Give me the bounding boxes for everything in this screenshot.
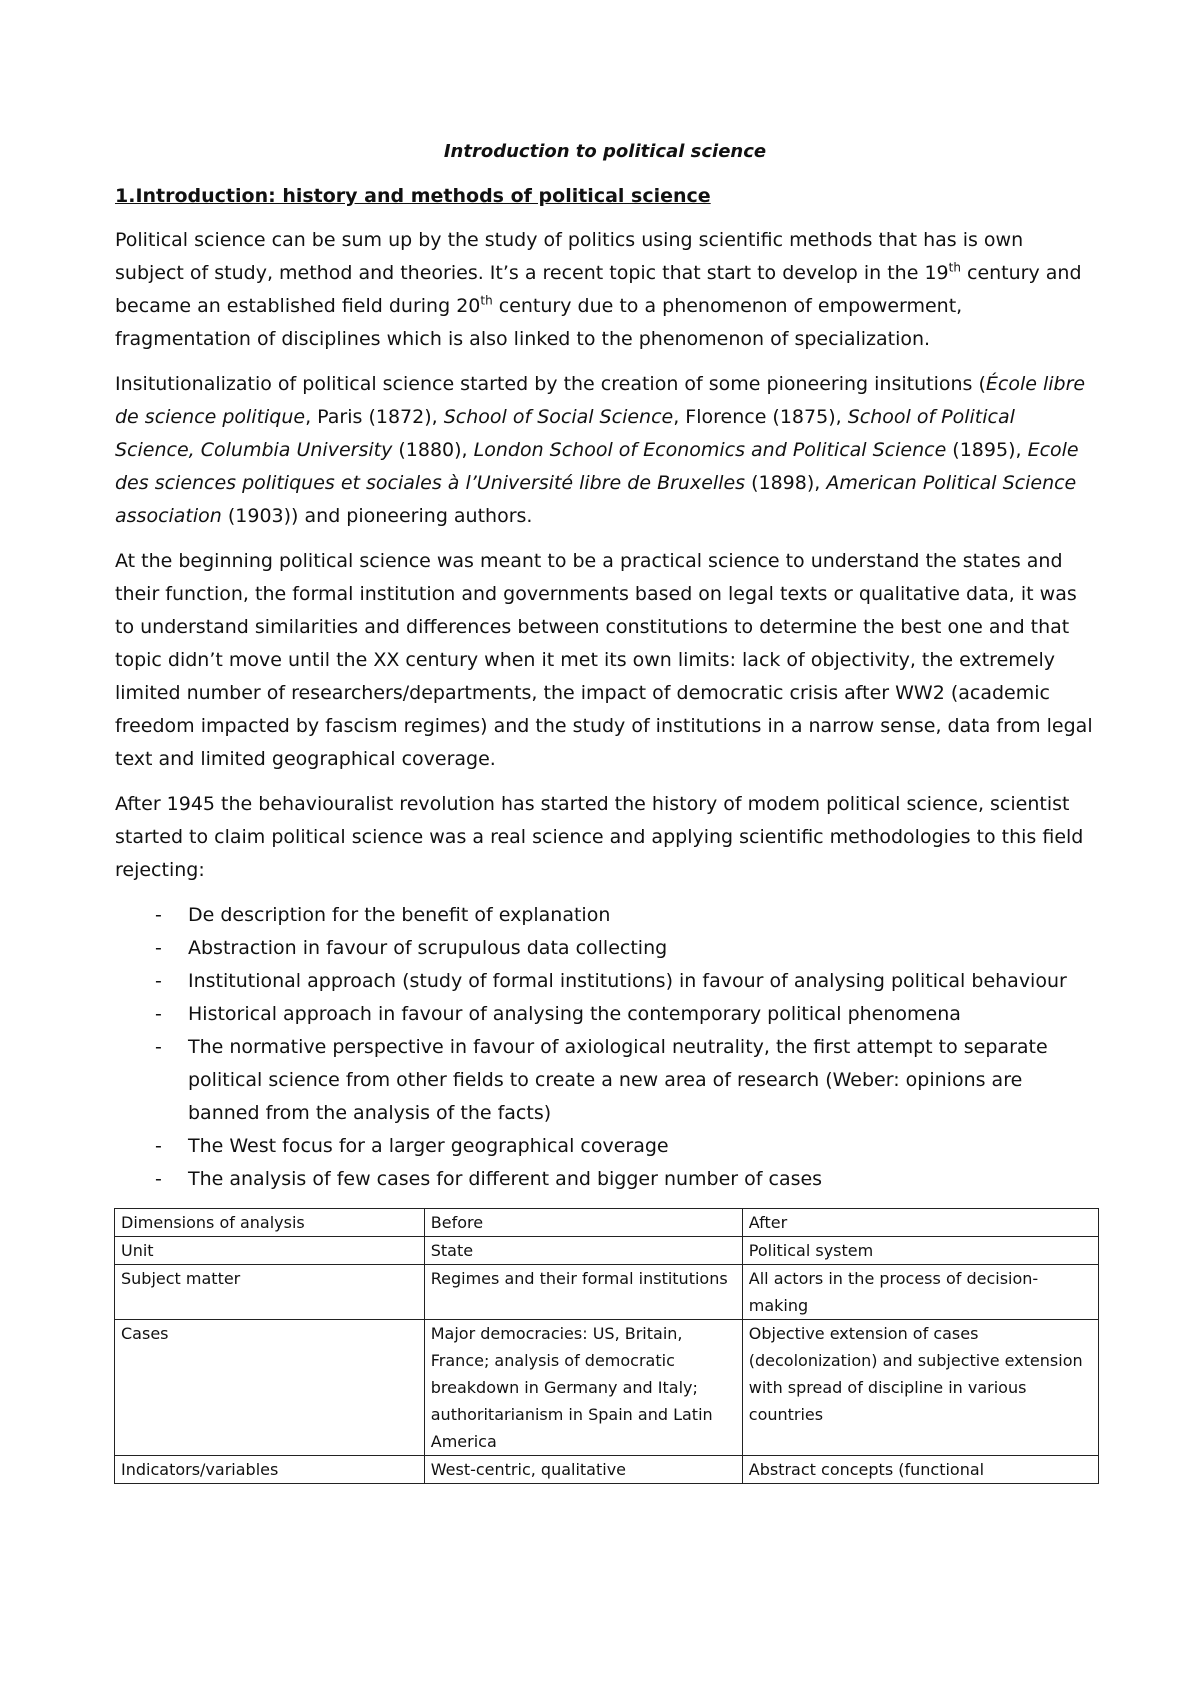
table-cell: Subject matter — [115, 1265, 425, 1320]
institution-name: École libre de science politique — [115, 373, 1086, 428]
paragraph-intro — [115, 224, 1095, 356]
text-span: (1898), — [745, 472, 827, 494]
institution-name: School of Social Science — [443, 406, 674, 428]
text-span: century and became an established field during 20 — [115, 262, 1082, 317]
paragraph-institutionalization — [115, 368, 1095, 533]
table-cell: Cases — [115, 1320, 425, 1456]
table-header-cell: Before — [424, 1209, 742, 1237]
comparison-table — [114, 1208, 1099, 1484]
table-cell: Major democracies: US, Britain, France; analysis of democratic breakdown in Germany and Italy; authoritarianism in Spain and Latin America — [424, 1320, 742, 1456]
table-cell: Abstract concepts (functional — [742, 1456, 1098, 1484]
text-span: Political science can be sum up by the study of politics using scientific methods that has is own subject of study, method and theories. It’s a recent topic that start to develop in the 19 — [115, 229, 1024, 284]
paragraph-after-1945: After 1945 the behaviouralist revolution has started the history of modem political science, scientist started to claim political science was a real science and applying scientific methodologies to this field rejecting: — [115, 793, 1084, 881]
bullet-dash: - — [155, 937, 162, 959]
table-cell: Indicators/variables — [115, 1456, 425, 1484]
table-row — [115, 1456, 1099, 1484]
text-span: Insitutionalizatio of political science started by the creation of some pioneering insitutions ( — [115, 373, 986, 395]
table-cell: West-centric, qualitative — [424, 1456, 742, 1484]
table-cell: State — [424, 1237, 742, 1265]
table-cell: All actors in the process of decision-making — [742, 1265, 1098, 1320]
list-item: - De description for the benefit of explanation — [115, 899, 1095, 932]
text-span: century due to a phenomenon of empowerment, fragmentation of disciplines which is also linked to the phenomenon of specialization. — [115, 295, 963, 350]
table-header-cell: Dimensions of analysis — [115, 1209, 425, 1237]
text-span: , Paris (1872), — [305, 406, 444, 428]
text-span: , Florence (1875), — [673, 406, 848, 428]
text-span: (1903)) and pioneering authors. — [221, 505, 533, 527]
table-cell: Political system — [742, 1237, 1098, 1265]
bullet-dash: - — [155, 1135, 162, 1157]
table-row — [115, 1237, 1099, 1265]
table-cell: Unit — [115, 1237, 425, 1265]
list-item: - The West focus for a larger geographical coverage — [115, 1130, 1095, 1163]
document-page — [115, 140, 1095, 1484]
institution-name: School of Political Science, Columbia University — [115, 406, 1015, 461]
superscript: th — [948, 260, 961, 275]
rejection-list — [115, 899, 1095, 1196]
document-title: Introduction to political science — [443, 141, 767, 162]
list-item: - Abstraction in favour of scrupulous data collecting — [115, 932, 1095, 965]
section-title: 1.Introduction: history and methods of political science — [115, 185, 711, 207]
bullet-dash: - — [155, 1168, 162, 1190]
list-item: - Historical approach in favour of analysing the contemporary political phenomena — [115, 998, 1095, 1031]
table-header-cell: After — [742, 1209, 1098, 1237]
paragraph-beginning: At the beginning political science was meant to be a practical science to understand the states and their function, the formal institution and governments based on legal texts or qualitative data, it was to understand similarities and differences between constitutions to determine the best one and that topic didn’t move until the XX century when it met its own limits: lack of objectivity, the extremely limited number of researchers/departments, the impact of democratic crisis after WW2 (academic freedom impacted by fascism regimes) and the study of institutions in a narrow sense, data from legal text and limited geographical coverage. — [115, 550, 1093, 770]
table-row — [115, 1265, 1099, 1320]
bullet-dash: - — [155, 904, 162, 926]
institution-name: American Political Science association — [115, 472, 1077, 527]
superscript: th — [480, 293, 493, 308]
table-header-row — [115, 1209, 1099, 1237]
bullet-dash: - — [155, 1003, 162, 1025]
table-cell: Objective extension of cases (decolonization) and subjective extension with spread of discipline in various countries — [742, 1320, 1098, 1456]
list-item: - The analysis of few cases for different and bigger number of cases — [115, 1163, 1095, 1196]
institution-name: London School of Economics and Political Science — [473, 439, 947, 461]
list-item: - Institutional approach (study of formal institutions) in favour of analysing political behaviour — [115, 965, 1095, 998]
text-span: (1880), — [392, 439, 474, 461]
bullet-dash: - — [155, 1036, 162, 1058]
table-row — [115, 1320, 1099, 1456]
bullet-dash: - — [155, 970, 162, 992]
list-item: - The normative perspective in favour of axiological neutrality, the first attempt to separate political science from other fields to create a new area of research (Weber: opinions are banned from the analysis of the facts) — [115, 1031, 1095, 1130]
institution-name: Ecole des sciences politiques et sociales à l’Université libre de Bruxelles — [115, 439, 1079, 494]
table-cell: Regimes and their formal institutions — [424, 1265, 742, 1320]
text-span: (1895), — [946, 439, 1028, 461]
